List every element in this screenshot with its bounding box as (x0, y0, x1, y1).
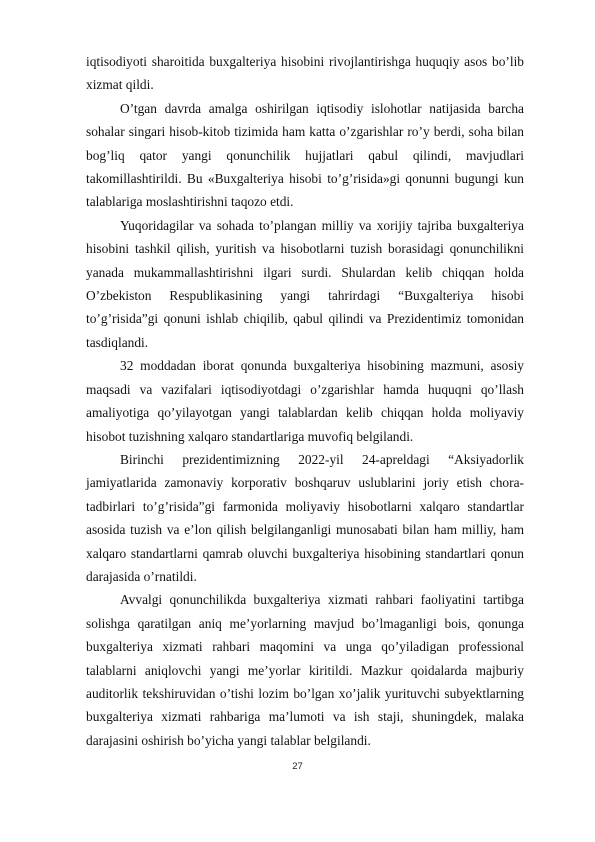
paragraph-new-law: Yuqoridagilar va sohada to’plangan milliy va xorijiy tajriba buxgalteriya hisobini tashkil qilish, yuritish va hisobotlarni tuzish borasidagi qonunchilikni yanada mukammallashtirishni ilgari surdi. Shulardan kelib chiqqan holda O’zbekiston Respublikasining yangi tahrirdagi “Buxgalteriya hisobi to’g’risida”gi qonuni ishlab chiqilib, qabul qilindi va Prezidentimiz tomonidan tasdiqlandi. (86, 217, 524, 350)
paragraph-reforms: O’tgan davrda amalga oshirilgan iqtisodiy islohotlar natijasida barcha sohalar singari hisob-kitob tizimida ham katta o’zgarishlar ro’y berdi, soha bilan bog’liq qator yangi qonunchilik hujjatlari qabul qilindi, mavjudlari takomillashtirildi. Bu «Buxgalteriya hisobi to’g’risida»gi qonunni bugungi kun talablariga moslashtirishni taqozo etdi. (86, 100, 524, 210)
document-body (86, 50, 524, 752)
paragraph-32-articles: 32 moddadan iborat qonunda buxgalteriya hisobining mazmuni, asosiy maqsadi va vazifalari iqtisodiyotdagi o’zgarishlar hamda huquqni qo’llash amaliyotiga qo’yilayotgan yangi talablardan kelib chiqqan holda moliyaviy hisobot tuzishning xalqaro standartlariga muvofiq belgilandi. (86, 358, 524, 444)
page-number: 27 (292, 761, 303, 772)
paragraph-chief-accountant: Avvalgi qonunchilikda buxgalteriya xizmati rahbari faoliyatini tartibga solishga qaratilgan aniq me’yorlarning mavjud bo’lmaganligi bois, qonunga buxgalteriya xizmati rahbari maqomini va unga qo’yiladigan professional talablarni aniqlovchi yangi me’yorlar kiritildi. Mazkur qoidalarda majburiy auditorlik tekshiruvidan o’tishi lozim bo’lgan xo’jalik yurituvchi subyektlarning buxgalteriya xizmati rahbariga ma’lumoti va ish staji, shuningdek, malaka darajasini oshirish bo’yicha yangi talablar belgilandi. (86, 592, 524, 748)
paragraph-continuation: iqtisodiyoti sharoitida buxgalteriya hisobini rivojlantirishga huquqiy asos bo’lib xizmat qildi. (86, 54, 524, 93)
paragraph-decree: Birinchi prezidentimizning 2022-yil 24-apreldagi “Aksiyadorlik jamiyatlarida zamonaviy korporativ boshqaruv uslublarini joriy etish chora-tadbirlari to’g’risida”gi farmonida moliyaviy hisobotlarni xalqaro standartlar asosida tuzish va e’lon qilish belgilanganligi munosabati bilan ham milliy, ham xalqaro standartlarni qamrab oluvchi buxgalteriya hisobining standartlari qonun darajasida o’rnatildi. (86, 451, 524, 584)
